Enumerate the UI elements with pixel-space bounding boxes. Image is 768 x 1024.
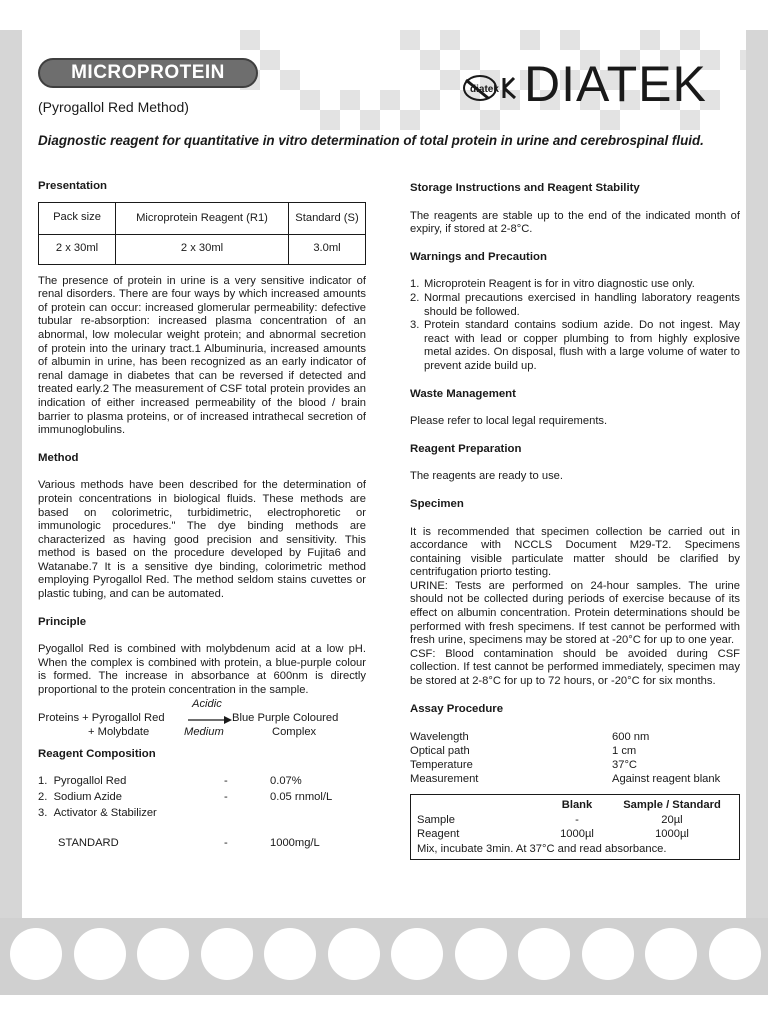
- logo-mark-text: diatek: [470, 84, 499, 95]
- presentation-table: [38, 202, 366, 265]
- footer-circle: [455, 928, 507, 980]
- checker-square: [420, 90, 440, 110]
- composition-item: 2. Sodium Azide - 0.05 rnmol/L: [38, 791, 333, 804]
- assay-row: Optical path 1 cm: [410, 745, 637, 758]
- checker-square: [400, 110, 420, 130]
- footer-circle: [645, 928, 697, 980]
- method-subtitle: (Pyrogallol Red Method): [38, 99, 189, 115]
- preparation-heading: Reagent Preparation: [410, 442, 522, 455]
- composition-standard: STANDARD - 1000mg/L: [58, 837, 320, 850]
- checker-square: [380, 90, 400, 110]
- principle-paragraph: Pyogallol Red is combined with molybdenum acid at a low pH. When the complex is combined with protein, a blue-purple colour is formed. The increase in absorbance at 600nm is directly proportional to the protein concentration in the sample.: [38, 643, 366, 697]
- left-column: [38, 180, 366, 851]
- right-column: [410, 182, 740, 860]
- table-header-standard: Standard (S): [289, 202, 366, 234]
- equation-molybdate: + Molybdate: [88, 725, 150, 738]
- specimen-paragraph: It is recommended that specimen collection be carried out in accordance with NCCLS Document M29-T2. Specimens containing visible particulate matter should be clarified by centrifugation priorto testing.: [410, 525, 740, 579]
- warnings-list: [410, 278, 740, 373]
- assay-row: Measurement Against reagent blank: [410, 773, 721, 786]
- method-paragraph: Various methods have been described for the determination of protein concentrations in biological fluids. These methods are based on colorimetric, turbidimetric, electrophoretic or immunologic procedures." The dye binding methods are characterized as having good precision and sensitivity. This method is based on the procedure developed by Fujita6 and Watanabe.7 It is a sensitive dye binding, colorimetric method employing Pyrogallol Red. The method seldom stains cuvettes or plastic tubing, and can be automated.: [38, 479, 366, 601]
- checker-square: [420, 50, 440, 70]
- method-heading: Method: [38, 451, 79, 464]
- checker-square: [440, 70, 460, 90]
- presentation-heading: Presentation: [38, 180, 107, 192]
- footer-circle: [582, 928, 634, 980]
- specimen-urine-paragraph: URINE: Tests are performed on 24-hour samples. The urine should not be collected during periods of exercise because of its effect on albumin concentration. Protein determinations should be performed with fresh specimens. If test cannot be performed with fresh urine, specimens may be stored at -20°C for up to one year.: [410, 579, 740, 647]
- warning-item: 3. Protein standard contains sodium azide. Do not ingest. May react with lead or copper plumbing to from highly explosive metal azides. On disposal, flush with a large volume of water to prevent azide build up.: [410, 319, 740, 372]
- brand-logo: DIATEK: [524, 56, 707, 112]
- footer-circle: [74, 928, 126, 980]
- checker-square: [340, 90, 360, 110]
- footer-circle: [264, 928, 316, 980]
- procedure-row: Sample - 20µl: [417, 813, 683, 826]
- checker-square: [560, 30, 580, 50]
- footer-circle: [10, 928, 62, 980]
- diatek-logo-icon: [458, 70, 520, 113]
- procedure-col-blank: Blank: [561, 799, 593, 812]
- footer-circle: [518, 928, 570, 980]
- footer-circle: [391, 928, 443, 980]
- checker-square: [240, 30, 260, 50]
- product-title-badge: MICROPROTEIN: [38, 58, 258, 88]
- left-gray-band: [0, 30, 22, 995]
- equation-complex: Complex: [272, 725, 317, 738]
- checker-square: [320, 110, 340, 130]
- checker-square: [360, 110, 380, 130]
- table-header-pack: Pack size: [39, 202, 116, 234]
- table-cell-pack: 2 x 30ml: [39, 234, 116, 264]
- equation-reactants: Proteins + Pyrogallol Red: [38, 711, 165, 724]
- checker-square: [300, 90, 320, 110]
- checker-square: [640, 30, 660, 50]
- table-cell-reagent: 2 x 30ml: [116, 234, 289, 264]
- checker-square: [520, 30, 540, 50]
- assay-heading: Assay Procedure: [410, 702, 504, 715]
- procedure-box: [410, 794, 740, 860]
- procedure-note: Mix, incubate 3min. At 37°C and read absorbance.: [417, 842, 667, 855]
- procedure-col-sample: Sample / Standard: [623, 799, 721, 812]
- waste-heading: Waste Management: [410, 387, 516, 400]
- warning-item: 2. Normal precautions exercised in handling laboratory reagents should be followed.: [410, 291, 740, 318]
- procedure-header-row: [417, 798, 733, 813]
- checker-square: [680, 30, 700, 50]
- intro-paragraph: The presence of protein in urine is a very sensitive indicator of renal disorders. There are four ways by which increased amounts of protein can occur: increased glomerular permeability: defective tubular re-absorption: increased plasma concentration of an abnormal, low molecular weight protein; and abnormal secretion of protein into the urinary tract.1 Albuminuria, increased amounts of albumin in urine, has been recognized as an early indicator of renal damage in diabetes that can be reversed if detected and treated early.2 The measurement of CSF total protein provides an indication of either increased permeability of the blood / brain barrier to plasma proteins, or of increased intrathecal secretion of immunoglobulins.: [38, 274, 366, 437]
- waste-paragraph: Please refer to local legal requirements.: [410, 415, 608, 428]
- storage-paragraph: The reagents are stable up to the end of the indicated month of expiry, if stored at 2-8°C.: [410, 209, 740, 236]
- checker-square: [280, 70, 300, 90]
- specimen-csf-paragraph: CSF: Blood contamination should be avoided during CSF collection. If test cannot be performed immediately, specimen may be stored at 2-8°C for up to 72 hours, or -20°C for six months.: [410, 647, 740, 688]
- footer-circle: [328, 928, 380, 980]
- procedure-row: Reagent 1000µl 1000µl: [417, 828, 689, 841]
- right-gray-band: [746, 30, 768, 995]
- preparation-paragraph: The reagents are ready to use.: [410, 470, 563, 483]
- assay-row: Wavelength 600 nm: [410, 731, 650, 744]
- assay-row: Temperature 37°C: [410, 759, 637, 772]
- footer-circle: [709, 928, 761, 980]
- equation-product: Blue Purple Coloured: [232, 711, 339, 724]
- composition-heading: Reagent Composition: [38, 747, 156, 760]
- checker-square: [400, 30, 420, 50]
- checker-square: [480, 110, 500, 130]
- table-header-reagent: Microprotein Reagent (R1): [116, 202, 289, 234]
- checker-square: [440, 30, 460, 50]
- warnings-heading: Warnings and Precaution: [410, 250, 547, 263]
- reaction-equation: [38, 698, 366, 738]
- table-cell-standard: 3.0ml: [289, 234, 366, 264]
- composition-item: 1. Pyrogallol Red - 0.07%: [38, 775, 302, 788]
- footer-circle: [137, 928, 189, 980]
- warning-item: 1. Microprotein Reagent is for in vitro diagnostic use only.: [410, 278, 695, 291]
- tagline: Diagnostic reagent for quantitative in vitro determination of total protein in urine and cerebrospinal fluid.: [38, 133, 704, 148]
- reaction-arrow-icon: [188, 716, 232, 724]
- footer-circle: [201, 928, 253, 980]
- equation-medium-label: Medium: [184, 725, 224, 738]
- principle-heading: Principle: [38, 615, 87, 628]
- checker-square: [460, 50, 480, 70]
- equation-acidic-label: Acidic: [192, 697, 222, 710]
- composition-item: 3. Activator & Stabilizer: [38, 807, 157, 820]
- storage-heading: Storage Instructions and Reagent Stability: [410, 182, 640, 194]
- checker-square: [740, 50, 746, 70]
- checker-square: [260, 50, 280, 70]
- specimen-heading: Specimen: [410, 497, 464, 510]
